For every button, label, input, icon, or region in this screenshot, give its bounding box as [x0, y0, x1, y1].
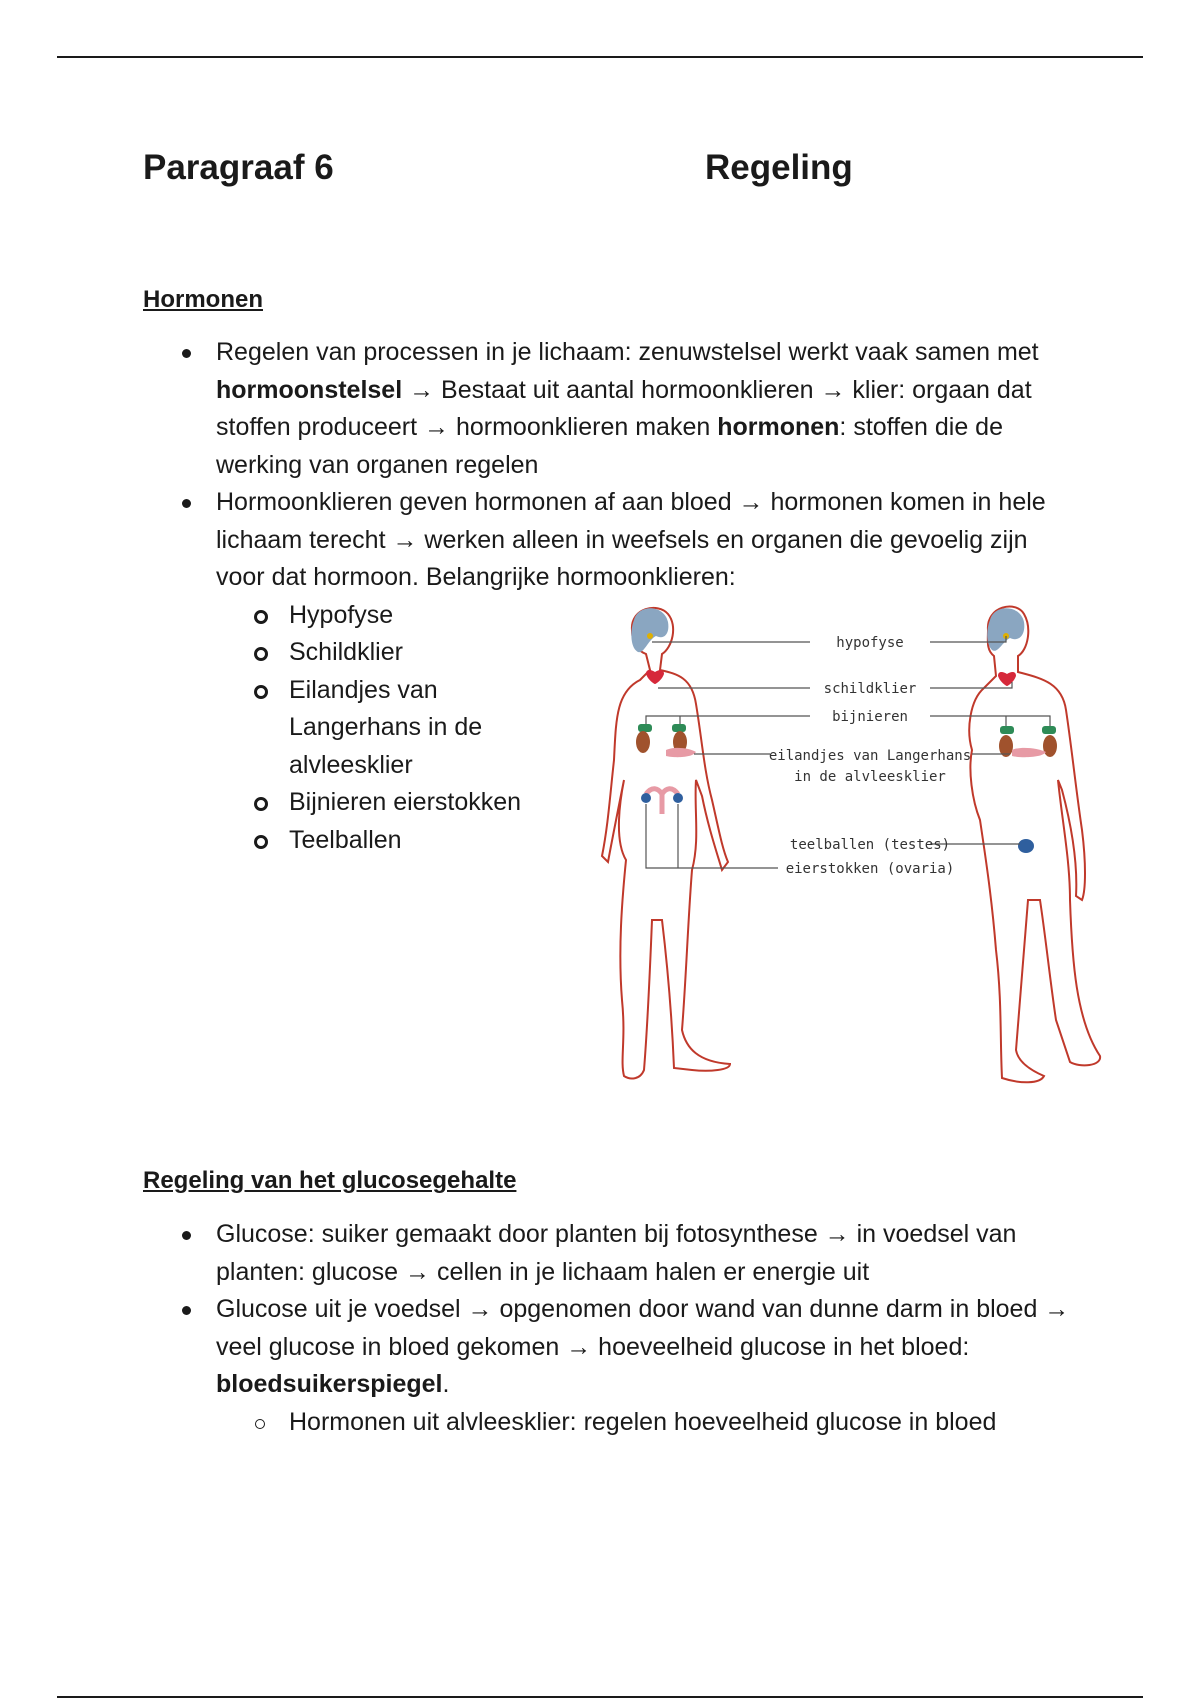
label-bijnieren: bijnieren [832, 709, 908, 725]
label-schildklier: schildklier [823, 681, 917, 697]
gland-item: Schildklier [143, 634, 553, 672]
list-item: Hormoonklieren geven hormonen af aan bloed → hormonen komen in hele lichaam terecht → werken alleen in weefsels en organen die gevoelig zijn voor dat hormoon. Belangrijke hormoonklieren: Hypofyse Schildklier Eilandjes van Langerhans in de alvleesklier Bijnieren eierstokken Teelballen [143, 484, 1083, 859]
male-adrenal-right [1042, 726, 1056, 734]
footer-rule [57, 1696, 1143, 1698]
label-hypofyse: hypofyse [836, 635, 904, 651]
male-brain [987, 608, 1024, 651]
section-heading-glucose: Regeling van het glucosegehalte [143, 1167, 517, 1194]
gland-item: Teelballen [143, 822, 553, 860]
female-ovary-left [641, 793, 651, 803]
female-pituitary [647, 633, 653, 639]
female-uterus [646, 789, 678, 814]
list-item: Regelen van processen in je lichaam: zenuwstelsel werkt vaak samen met hormoonstelsel → Bestaat uit aantal hormoonklieren → klier: orgaan dat stoffen produceert → hormoonklieren maken hormonen: stoffen die de werking van organen regelen [143, 334, 1083, 484]
male-thyroid [998, 672, 1016, 686]
female-kidney-left [636, 731, 650, 753]
female-ovary-right [673, 793, 683, 803]
label-eilandjes-line1: eilandjes van Langerhans [768, 748, 972, 764]
label-teelballen: teelballen (testes) [789, 837, 951, 853]
label-eilandjes-line2: in de alvleesklier [794, 769, 946, 785]
female-figure [602, 608, 730, 1079]
endocrine-system-diagram [600, 600, 1160, 1100]
glucose-list [143, 1216, 1083, 1441]
male-adrenal-left [1000, 726, 1014, 734]
paragraph-number: Paragraaf 6 [143, 148, 334, 187]
male-testes [1018, 839, 1034, 853]
list-item: Glucose uit je voedsel → opgenomen door wand van dunne darm in bloed → veel glucose in bloed gekomen → hoeveelheid glucose in het bloed: bloedsuikerspiegel. Hormonen uit alvleesklier: regelen hoeveelheid glucose in bloed [143, 1291, 1083, 1441]
gland-item: Eilandjes van Langerhans in de alvleesklier [143, 672, 553, 785]
female-pancreas [666, 748, 696, 757]
list-item: Glucose: suiker gemaakt door planten bij fotosynthese → in voedsel van planten: glucose → cellen in je lichaam halen er energie uit [143, 1216, 1083, 1291]
sub-list-item: Hormonen uit alvleesklier: regelen hoeveelheid glucose in bloed [143, 1404, 1083, 1442]
female-adrenal-right [672, 724, 686, 732]
male-pancreas [1012, 748, 1046, 757]
chapter-title: Regeling [705, 148, 853, 187]
female-thyroid [646, 670, 664, 684]
female-adrenal-left [638, 724, 652, 732]
header-rule [57, 56, 1143, 58]
gland-item: Hypofyse [143, 597, 553, 635]
gland-item: Bijnieren eierstokken [143, 784, 553, 822]
gland-list [143, 597, 553, 860]
female-brain [631, 608, 668, 652]
male-kidney-right [1043, 735, 1057, 757]
section-heading-hormonen: Hormonen [143, 286, 263, 313]
glucose-sublist [143, 1404, 1083, 1442]
label-eierstokken: eierstokken (ovaria) [785, 861, 955, 877]
